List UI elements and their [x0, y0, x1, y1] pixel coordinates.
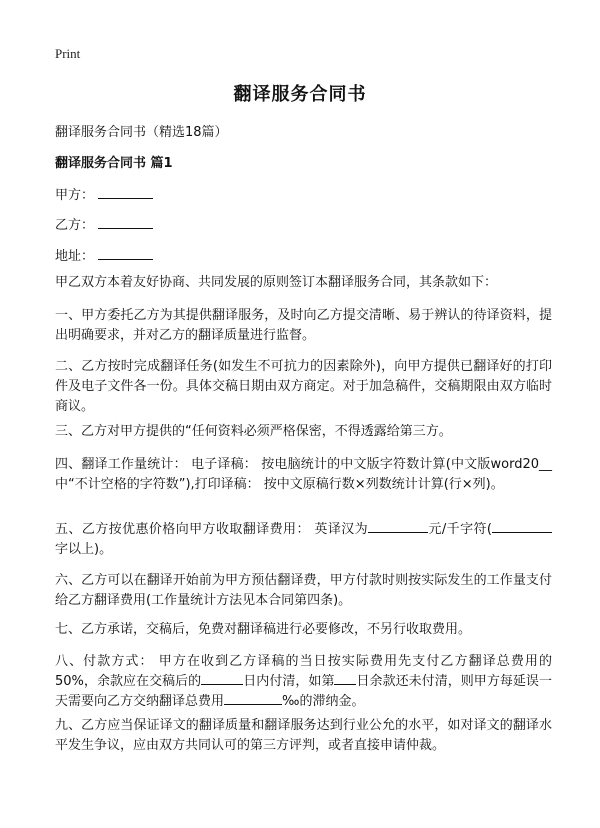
party-a-label: 甲方：: [55, 188, 95, 203]
clause-5-text-3: 字以上)。: [55, 542, 113, 557]
print-link[interactable]: Print: [55, 46, 81, 61]
clause-5: [55, 520, 552, 560]
clause-5-text-2: 元/千字符(: [428, 522, 492, 537]
clause-5-text-1: 五、乙方按优惠价格向甲方收取翻译费用： 英译汉为: [55, 522, 369, 537]
clause-8-rate-blank: [224, 692, 282, 705]
party-b-blank: [98, 216, 153, 229]
party-a-line: [55, 184, 153, 203]
section-heading: 翻译服务合同书 篇1: [55, 156, 173, 171]
clause-6: 六、乙方可以在翻译开始前为甲方预估翻译费，甲方付款时则按实际发生的工作量支付给乙方翻译费用(工作量统计方法见本合同第四条)。: [55, 573, 552, 608]
clause-2: 二、乙方按时完成翻译任务(如发生不可抗力的因素除外)，向甲方提供已翻译好的打印件及电子文件各一份。具体交稿日期由双方商定。对于加急稿件，交稿期限由双方临时商议。: [55, 359, 552, 414]
clause-8-text-3: 日余款还未付清，则甲方每延误一天需要向乙方交纳翻译总费用: [55, 674, 552, 709]
clause-8-text-1: 八、付款方式： 甲方在收到乙方译稿的当日按实际费用先支付乙方翻译总费用的50%，余款应在交稿后的: [55, 654, 552, 689]
address-blank: [98, 247, 153, 260]
clause-4: 四、翻译工作量统计： 电子译稿： 按电脑统计的中文版字符数计算(中文版word20__中“不计空格的字符数”),打印译稿： 按中文原稿行数×列数统计计算(行×列)。: [55, 457, 552, 492]
clause-8-day-n-blank: [334, 672, 356, 685]
clause-8-text-2: 日内付清，如第: [243, 674, 335, 689]
address-label: 地址：: [55, 249, 95, 264]
party-b-label: 乙方：: [55, 218, 95, 233]
party-b-line: [55, 214, 153, 233]
clause-9: 九、乙方应当保证译文的翻译质量和翻译服务达到行业公允的水平，如对译文的翻译水平发生争议，应由双方共同认可的第三方评判，或者直接申请仲裁。: [55, 718, 552, 753]
clause-3: 三、乙方对甲方提供的“任何资料必须严格保密，不得透露给第三方。: [55, 424, 452, 439]
clause-7: 七、乙方承诺，交稿后，免费对翻译稿进行必要修改，不另行收取费用。: [55, 622, 472, 637]
clause-5-price-blank: [368, 520, 428, 533]
document-title: 翻译服务合同书: [233, 84, 367, 105]
document-subtitle: 翻译服务合同书（精选18篇）: [55, 125, 228, 140]
party-a-blank: [98, 186, 153, 199]
clause-5-min-blank: [492, 520, 552, 533]
clause-8-text-4: ‰的滞纳金。: [282, 694, 365, 709]
clause-8-days-blank: [201, 672, 243, 685]
clause-8: [55, 652, 552, 712]
clause-1: 一、甲方委托乙方为其提供翻译服务，及时向乙方提交清晰、易于辨认的待译资料，提出明确要求，并对乙方的翻译质量进行监督。: [55, 308, 552, 343]
address-line: [55, 245, 153, 264]
intro-paragraph: 甲乙双方本着友好协商、共同发展的原则签订本翻译服务合同，其条款如下：: [55, 275, 498, 290]
